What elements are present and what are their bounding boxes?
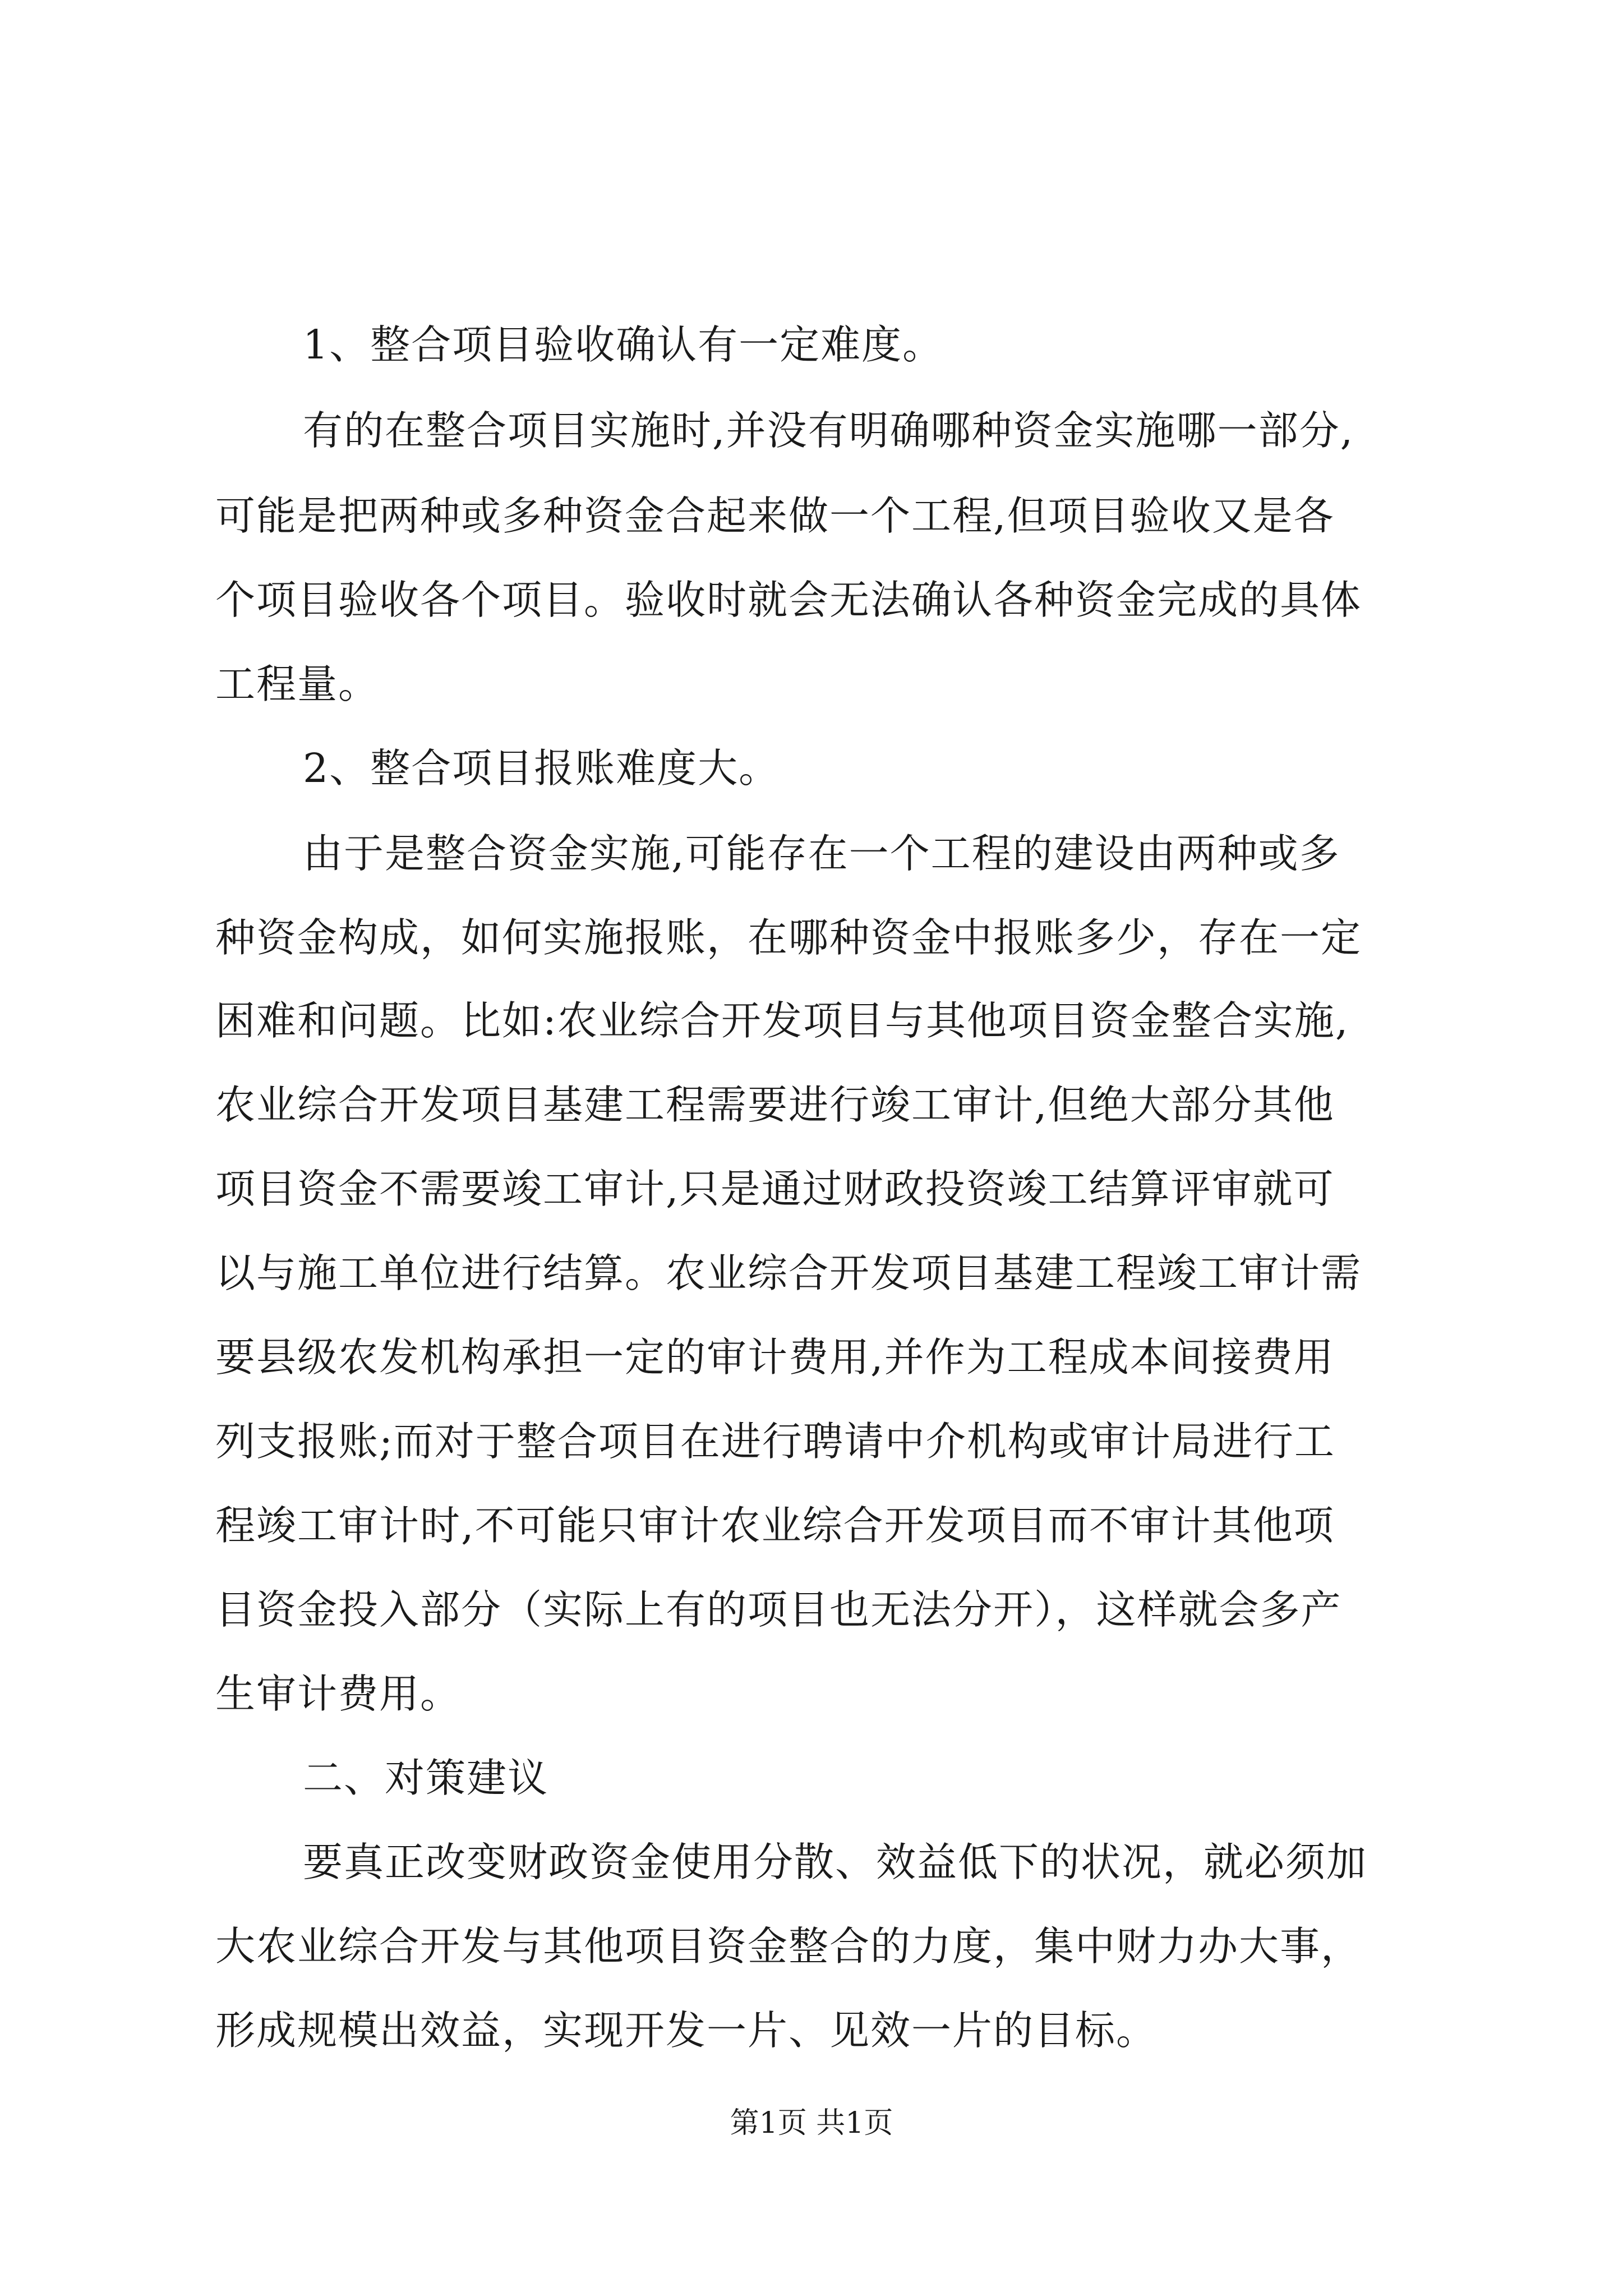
heading-item-1: 1、整合项目验收确认有一定难度。 <box>303 321 944 368</box>
paragraph-line: 列支报账;而对于整合项目在进行聘请中介机构或审计局进行工 <box>215 1418 1335 1465</box>
paragraph-line: 个项目验收各个项目。验收时就会无法确认各种资金完成的具体 <box>215 577 1362 623</box>
paragraph-line: 以与施工单位进行结算。农业综合开发项目基建工程竣工审计需 <box>215 1250 1362 1296</box>
paragraph-line: 项目资金不需要竣工审计,只是通过财政投资竣工结算评审就可 <box>215 1166 1335 1212</box>
paragraph-line: 可能是把两种或多种资金合起来做一个工程,但项目验收又是各 <box>215 493 1335 539</box>
paragraph-line: 形成规模出效益，实现开发一片、见效一片的目标。 <box>215 2007 1158 2054</box>
page-footer: 第1页 共1页 <box>730 2106 893 2140</box>
paragraph-line: 要真正改变财政资金使用分散、效益低下的状况，就必须加 <box>303 1839 1368 1885</box>
paragraph-line: 大农业综合开发与其他项目资金整合的力度，集中财力办大事， <box>215 1923 1362 1970</box>
paragraph-line: 有的在整合项目实施时,并没有明确哪种资金实施哪一部分, <box>303 407 1354 454</box>
paragraph-line: 程竣工审计时,不可能只审计农业综合开发项目而不审计其他项 <box>215 1502 1335 1549</box>
section-heading: 二、对策建议 <box>303 1755 549 1801</box>
paragraph-line: 种资金构成，如何实施报账，在哪种资金中报账多少，存在一定 <box>215 914 1362 961</box>
paragraph-line: 由于是整合资金实施,可能存在一个工程的建设由两种或多 <box>303 830 1340 877</box>
paragraph-line: 农业综合开发项目基建工程需要进行竣工审计,但绝大部分其他 <box>215 1082 1335 1128</box>
paragraph-line: 目资金投入部分（实际上有的项目也无法分开），这样就会多产 <box>215 1586 1342 1633</box>
paragraph-line: 工程量。 <box>215 661 380 707</box>
paragraph-line: 困难和问题。比如:农业综合开发项目与其他项目资金整合实施, <box>215 997 1349 1044</box>
paragraph-line: 要县级农发机构承担一定的审计费用,并作为工程成本间接费用 <box>215 1334 1335 1381</box>
paragraph-line: 生审计费用。 <box>215 1671 462 1717</box>
heading-item-2: 2、整合项目报账难度大。 <box>303 745 780 792</box>
